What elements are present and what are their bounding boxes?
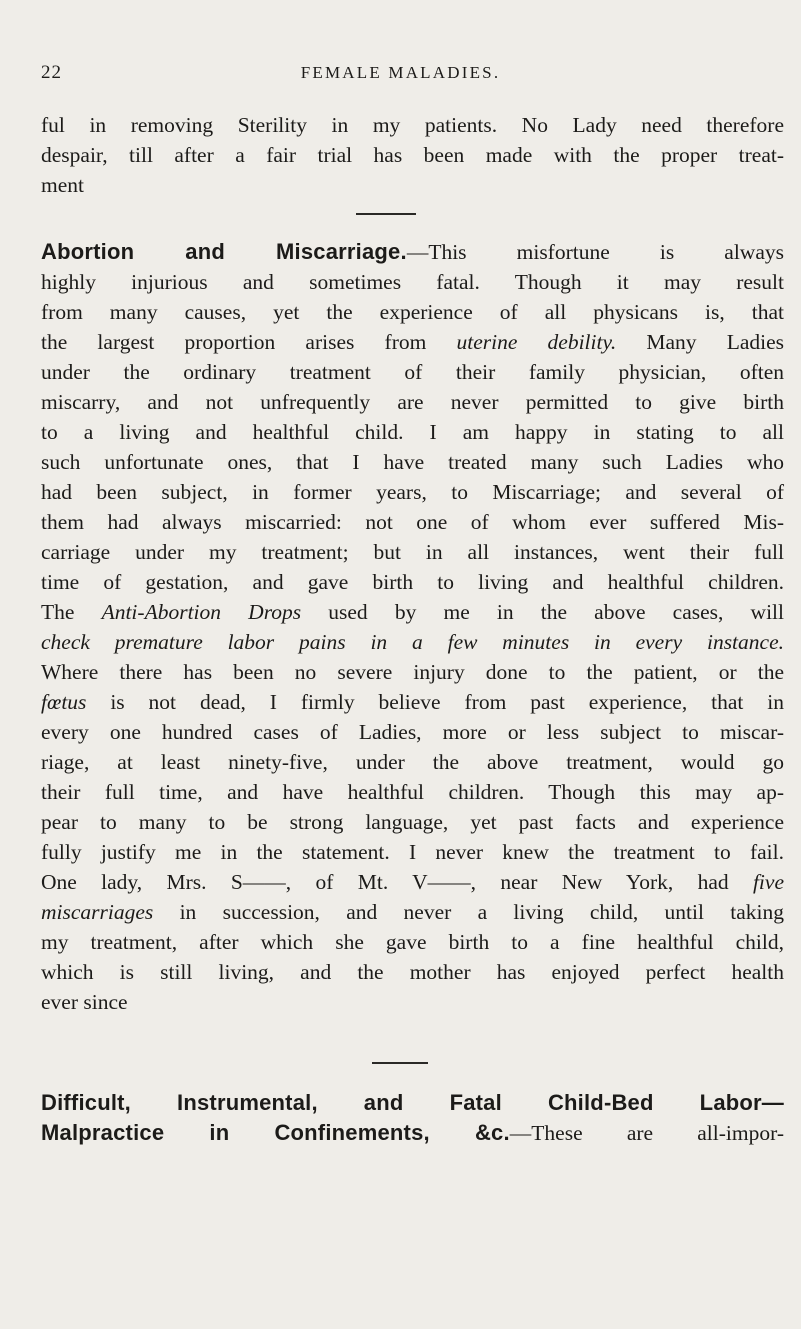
body-text: The: [41, 600, 102, 624]
section-heading-line: [41, 1121, 784, 1145]
body-line: carriage under my treatment; but in all instances, went their full: [41, 540, 784, 564]
body-line: from many causes, yet the experience of all physicans is, that: [41, 300, 784, 324]
body-line: [41, 690, 784, 714]
body-line: their full time, and have healthful children. Though this may ap-: [41, 780, 784, 804]
body-text: is not dead, I firmly believe from past experience, that in: [86, 690, 784, 714]
emphasis-text: five: [752, 870, 784, 894]
body-line: ever since: [41, 990, 128, 1014]
body-line: [41, 630, 784, 654]
body-text: the largest proportion arises from: [41, 330, 457, 354]
body-text: One lady, Mrs. S——, of Mt. V——, near New York, had: [41, 870, 753, 894]
body-line: highly injurious and sometimes fatal. Though it may result: [41, 270, 784, 294]
emphasis-text: miscarriages: [41, 900, 154, 924]
body-line: had been subject, in former years, to Miscarriage; and several of: [41, 480, 784, 504]
page-number: 22: [41, 62, 62, 83]
body-line: fully justify me in the statement. I never knew the treatment to fail.: [41, 840, 784, 864]
body-line: such unfortunate ones, that I have treated many such Ladies who: [41, 450, 784, 474]
body-line: despair, till after a fair trial has been made with the proper treat-: [41, 143, 784, 167]
body-line: ful in removing Sterility in my patients. No Lady need therefore: [41, 113, 784, 137]
body-text: Many Ladies: [616, 330, 784, 354]
emphasis-text: fœtus: [41, 690, 87, 714]
body-line: which is still living, and the mother has enjoyed perfect health: [41, 960, 784, 984]
body-line: pear to many to be strong language, yet past facts and experience: [41, 810, 784, 834]
body-text: —This misfortune is always: [406, 240, 784, 264]
body-text: —These are all-impor-: [509, 1121, 784, 1145]
emphasis-text: Anti-Abortion Drops: [101, 600, 302, 624]
body-line: [41, 870, 784, 894]
section-divider: [372, 1062, 428, 1064]
section-heading: Difficult, Instrumental, and Fatal Child-Bed Labor—: [41, 1090, 784, 1115]
emphasis-text: uterine debility.: [456, 330, 617, 354]
running-head: [0, 62, 801, 86]
section-heading: Abortion and Miscarriage.: [41, 239, 407, 264]
body-line: riage, at least ninety-five, under the above treatment, would go: [41, 750, 784, 774]
body-line: Where there has been no severe injury done to the patient, or the: [41, 660, 784, 684]
body-line: [41, 900, 784, 924]
section-divider: [356, 213, 416, 215]
body-line: them had always miscarried: not one of whom ever suffered Mis-: [41, 510, 784, 534]
body-line: [41, 600, 784, 624]
section-heading-line: [41, 240, 784, 264]
body-text: used by me in the above cases, will: [301, 600, 784, 624]
section-heading: Malpractice in Confinements, &c.: [41, 1120, 510, 1145]
body-line: every one hundred cases of Ladies, more or less subject to miscar-: [41, 720, 784, 744]
body-line: [41, 330, 784, 354]
body-line: time of gestation, and gave birth to living and healthful children.: [41, 570, 784, 594]
emphasis-text: check premature labor pains in a few minutes in every instance.: [41, 630, 784, 654]
body-line: my treatment, after which she gave birth to a fine healthful child,: [41, 930, 784, 954]
body-line: under the ordinary treatment of their family physician, often: [41, 360, 784, 384]
running-title: FEMALE MALADIES.: [300, 63, 501, 82]
body-line: ment: [41, 173, 84, 197]
body-line: miscarry, and not unfrequently are never permitted to give birth: [41, 390, 784, 414]
section-heading-line: [41, 1091, 784, 1115]
body-line: to a living and healthful child. I am happy in stating to all: [41, 420, 784, 444]
body-text: in succession, and never a living child, until taking: [153, 900, 784, 924]
